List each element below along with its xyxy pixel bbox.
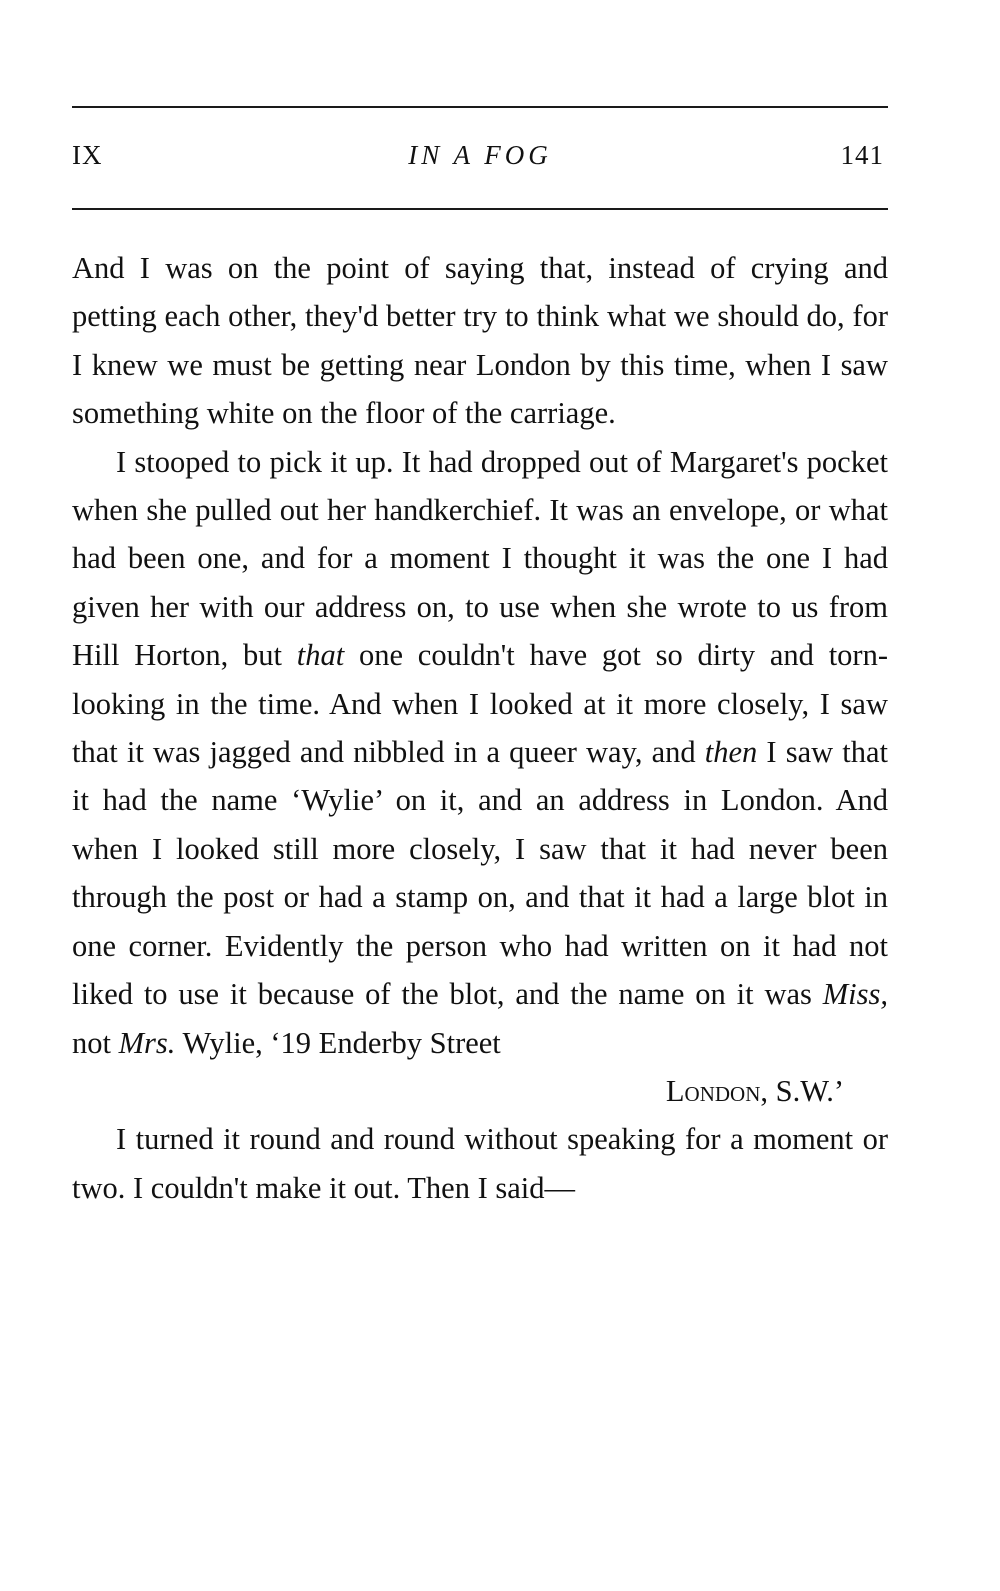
paragraph: [72, 438, 888, 1067]
italic-text: Miss,: [822, 977, 888, 1012]
paragraph: [72, 1115, 888, 1212]
header-rule-top: [72, 106, 888, 108]
italic-text: then: [704, 735, 758, 770]
italic-text: that: [296, 638, 345, 673]
address-city: London,: [665, 1073, 769, 1108]
paragraph-text: I stooped to pick it up. It had dropped out of Margaret's pocket when she pulled out her handkerchief. It was an envelope, or what had been one, and for a moment I thought it was the one I had given her with our address on, to use when she wrote to us from Hill Horton, but: [72, 444, 888, 673]
paragraph-text: Wylie, ‘19 Enderby Street: [175, 1025, 501, 1060]
chapter-number: IX: [72, 140, 103, 170]
running-head: [72, 140, 888, 184]
page-number: 141: [840, 140, 884, 170]
header-rule-bottom: [72, 208, 888, 210]
page-body: [72, 244, 888, 1212]
italic-text: Mrs.: [118, 1025, 176, 1060]
paragraph-text: I turned it round and round without speaking for a moment or two. I couldn't make it out. Then I said—: [72, 1122, 888, 1205]
paragraph-text: And I was on the point of saying that, instead of crying and petting each other, they'd better try to think what we should do, for I knew we must be getting near London by this time, when I saw something white on the floor of the carriage.: [72, 251, 888, 431]
address-line: [72, 1067, 888, 1115]
paragraph: [72, 244, 888, 438]
paragraph-text: I saw that it had the name ‘Wylie’ on it, and an address in London. And when I looked still more closely, I saw that it had never been through the post or had a stamp on, and that it had a large blot in one corner. Evidently the person who had written on it had not liked to use it because of the blot, and the name on it was: [72, 735, 888, 1012]
paragraph-text: not: [72, 1025, 119, 1060]
address-postcode: S.W.’: [768, 1073, 844, 1108]
paragraph-text: one couldn't have got so dirty and torn-looking in the time. And when I looked at it more closely, I saw that it was jagged and nibbled in a queer way, and: [72, 638, 888, 770]
running-title: IN A FOG: [408, 140, 552, 170]
